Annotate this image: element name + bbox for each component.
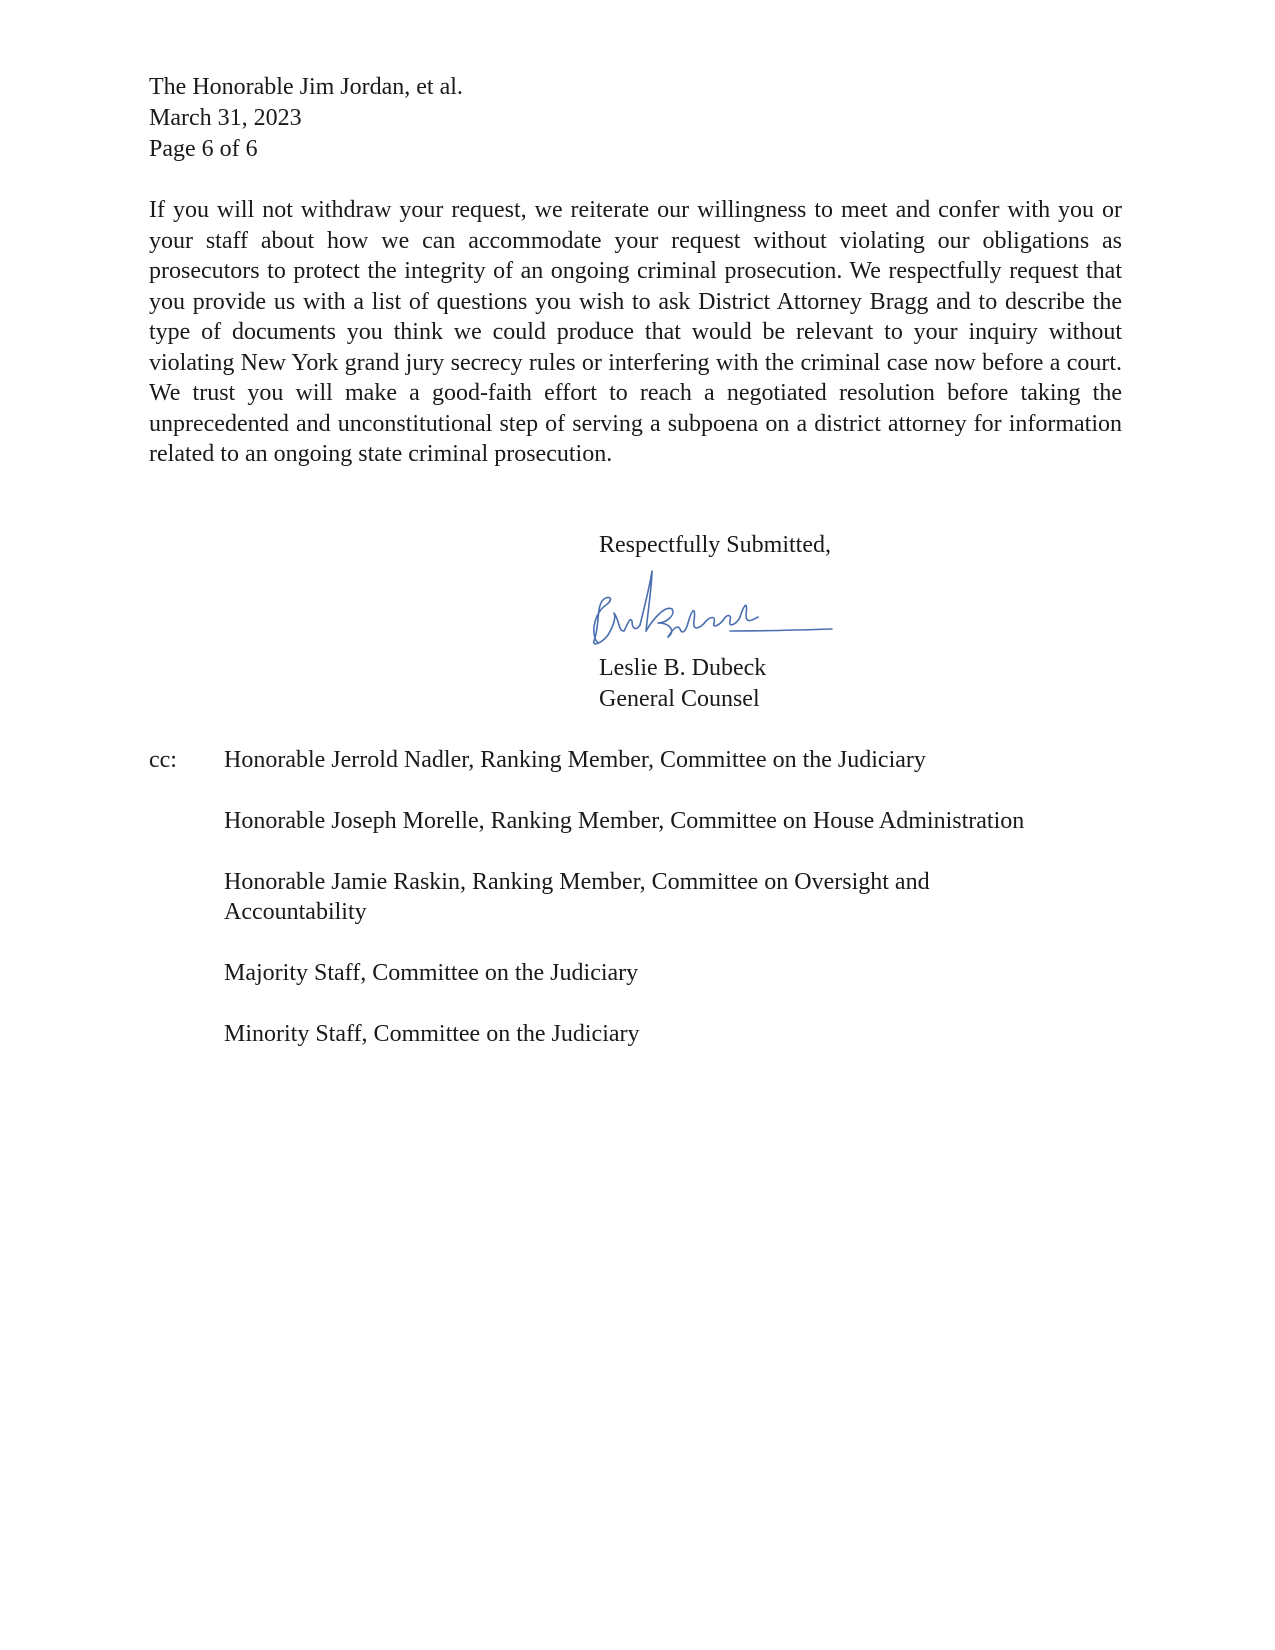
cc-list bbox=[224, 745, 1124, 1080]
cc-recipient: Honorable Jamie Raskin, Ranking Member, Committee on Oversight and Accountability bbox=[224, 869, 930, 925]
recipient-line: The Honorable Jim Jordan, et al. bbox=[149, 74, 463, 100]
handwritten-signature bbox=[580, 565, 840, 655]
cc-recipient: Majority Staff, Committee on the Judiciary bbox=[224, 960, 639, 986]
page-number: Page 6 of 6 bbox=[149, 136, 258, 162]
signer-name: Leslie B. Dubeck bbox=[599, 655, 767, 681]
cc-recipient: Honorable Joseph Morelle, Ranking Member, Committee on House Administration bbox=[224, 808, 1025, 834]
cc-recipient: Minority Staff, Committee on the Judiciary bbox=[224, 1021, 640, 1047]
valediction: Respectfully Submitted, bbox=[599, 532, 831, 558]
cc-label: cc: bbox=[149, 747, 177, 773]
signer-block bbox=[599, 653, 766, 715]
signer-title: General Counsel bbox=[599, 686, 760, 712]
body-paragraph: If you will not withdraw your request, we reiterate our willingness to meet and confer with you or your staff about how we can accommodate your request without violating our obligations as prosecutors to protect the integrity of an ongoing criminal prosecution. We respectfully request that you provide us with a list of questions you wish to ask District Attorney Bragg and to describe the type of documents you think we could produce that would be relevant to your inquiry without violating New York grand jury secrecy rules or interfering with the criminal case now before a court. We trust you will make a good-faith effort to reach a negotiated resolution before taking the unprecedented and unconstitutional step of serving a subpoena on a district attorney for information related to an ongoing state criminal prosecution. bbox=[149, 197, 1122, 467]
cc-recipient: Honorable Jerrold Nadler, Ranking Member, Committee on the Judiciary bbox=[224, 747, 926, 773]
date-line: March 31, 2023 bbox=[149, 105, 302, 131]
letter-header bbox=[149, 72, 463, 165]
